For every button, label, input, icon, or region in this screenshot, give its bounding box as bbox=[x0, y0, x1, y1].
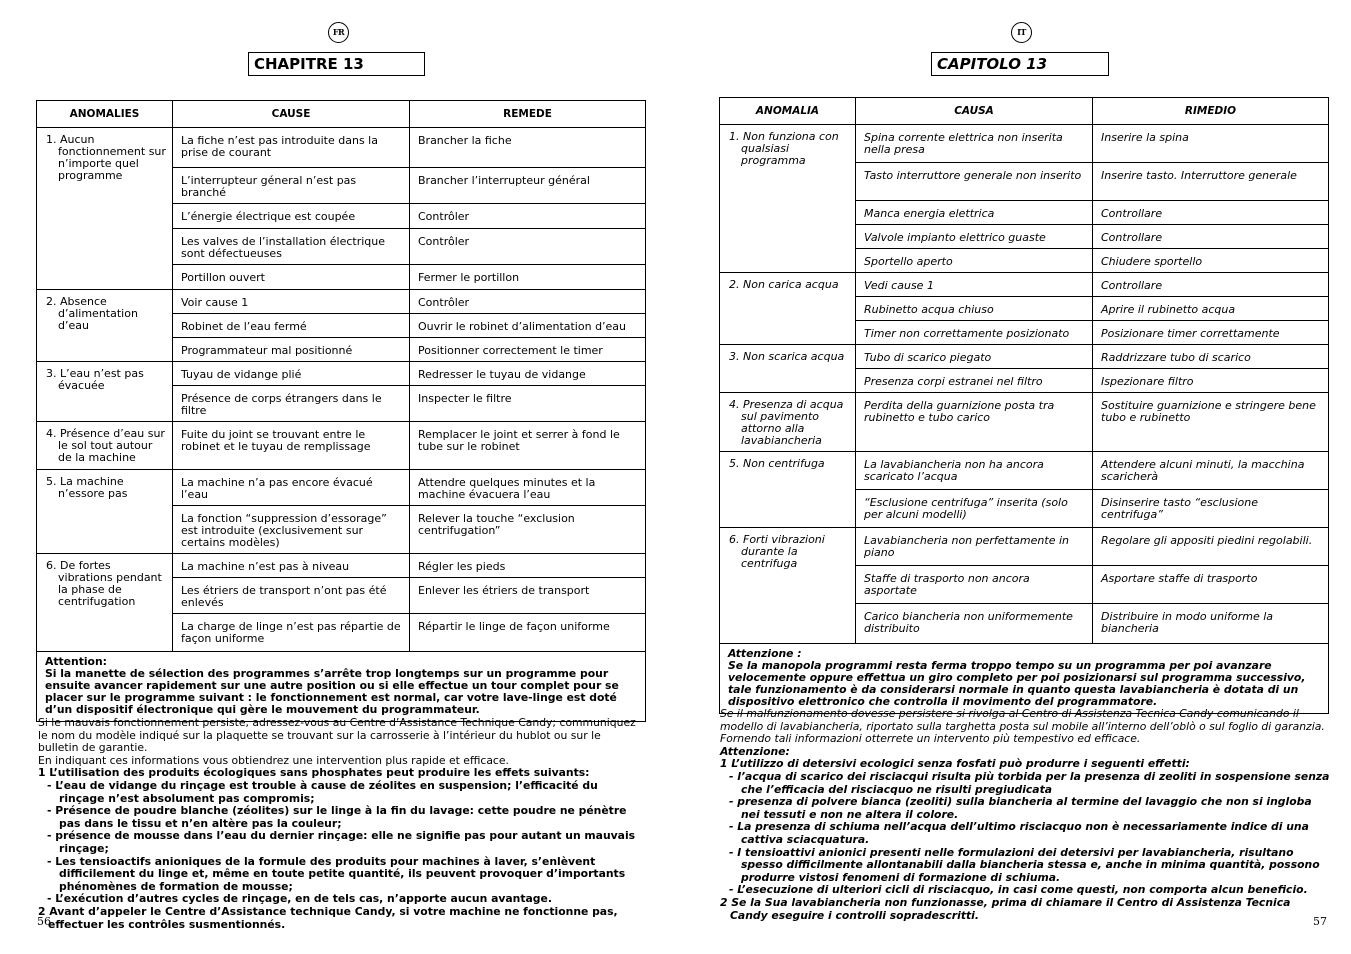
anomaly-cell: 4. Présence d’eau sur le sol tout autour de la machine bbox=[37, 422, 173, 470]
remedy-cell: Distribuire in modo uniforme la biancheria bbox=[1093, 604, 1329, 644]
cause-cell: Lavabiancheria non perfettamente in piano bbox=[856, 528, 1093, 566]
cause-cell: Les valves de l’installation électrique sont défectueuses bbox=[173, 229, 410, 265]
remedy-cell: Inspecter le filtre bbox=[410, 386, 646, 422]
table-header-row bbox=[37, 101, 646, 128]
remedy-cell: Aprire il rubinetto acqua bbox=[1093, 297, 1329, 321]
notes-paragraph: Si le mauvais fonctionnement persiste, adressez-vous au Centre d’Assistance Technique Candy; communiquez le nom du modèle indiqué sur la plaquette se trouvant sur la carrosserie à l’intérieur du hublot ou sur le bulletin de garantie. bbox=[38, 716, 636, 755]
anomaly-cell: 1. Non funziona con qualsiasi programma bbox=[720, 125, 856, 273]
remedy-cell: Relever la touche “exclusion centrifugation” bbox=[410, 506, 646, 554]
cause-cell: Programmateur mal positionné bbox=[173, 338, 410, 362]
notes-item-1: 1 L’utilizzo di detersivi ecologici senza fosfati può produrre i seguenti effetti: bbox=[720, 757, 1190, 771]
table-row bbox=[37, 422, 646, 470]
remedy-cell: Asportare staffe di trasporto bbox=[1093, 566, 1329, 604]
cause-cell: La fonction “suppression d’essorage” est introduite (exclusivement sur certains modèles) bbox=[173, 506, 410, 554]
page-number: 56 bbox=[37, 915, 51, 928]
remedy-cell: Brancher la fiche bbox=[410, 128, 646, 168]
cause-cell: La charge de linge n’est pas répartie de façon uniforme bbox=[173, 614, 410, 652]
anomaly-cell: 5. Non centrifuga bbox=[720, 452, 856, 528]
remedy-cell: Contrôler bbox=[410, 229, 646, 265]
cause-cell: La lavabiancheria non ha ancora scaricato l’acqua bbox=[856, 452, 1093, 490]
cause-cell: Spina corrente elettrica non inserita nella presa bbox=[856, 125, 1093, 163]
remedy-cell: Attendere alcuni minuti, la macchina scaricherà bbox=[1093, 452, 1329, 490]
table-row bbox=[37, 128, 646, 168]
notes-item-2: 2 Se la Sua lavabiancheria non funzionasse, prima di chiamare il Centro di Assistenza Tecnica Candy eseguire i controlli sopradescritti. bbox=[720, 895, 1291, 922]
cause-cell: Robinet de l’eau fermé bbox=[173, 314, 410, 338]
cause-cell: La fiche n’est pas introduite dans la prise de courant bbox=[173, 128, 410, 168]
notes-section bbox=[38, 717, 638, 931]
troubleshooting-table bbox=[36, 100, 646, 722]
notes-attention-title: Attenzione: bbox=[720, 744, 790, 758]
cause-cell: Portillon ouvert bbox=[173, 265, 410, 290]
cause-cell: Carico biancheria non uniformemente distribuito bbox=[856, 604, 1093, 644]
notes-bullet: - presenza di polvere bianca (zeoliti) sulla biancheria al termine del lavaggio che non si ingloba nei tessuti e non ne altera il colore. bbox=[729, 795, 1312, 821]
notes-paragraph: Se il malfunzionamento dovesse persistere si rivolga al Centro di Assistenza Tecnica Candy comunicando il modello di lavabiancheria, riportato sulla targhetta posta sul mobile all’interno dell’oblò o sul foglio di garanzia. Fornendo tali informazioni otterrete un intervento più tempestivo ed efficace. bbox=[720, 707, 1325, 746]
cause-cell: Tuyau de vidange plié bbox=[173, 362, 410, 386]
table-row bbox=[720, 273, 1329, 297]
anomaly-cell: 3. Non scarica acqua bbox=[720, 345, 856, 393]
cause-cell: Perdita della guarnizione posta tra rubinetto e tubo carico bbox=[856, 393, 1093, 452]
cause-cell: La machine n’est pas à niveau bbox=[173, 554, 410, 578]
remedy-cell: Disinserire tasto “esclusione centrifuga” bbox=[1093, 490, 1329, 528]
header-remedy: RIMEDIO bbox=[1093, 98, 1329, 125]
anomaly-cell: 6. De fortes vibrations pendant la phase de centrifugation bbox=[37, 554, 173, 652]
cause-cell: Présence de corps étrangers dans le filtre bbox=[173, 386, 410, 422]
cause-cell: Les étriers de transport n’ont pas été enlevés bbox=[173, 578, 410, 614]
cause-cell: Staffe di trasporto non ancora asportate bbox=[856, 566, 1093, 604]
table-row bbox=[720, 125, 1329, 163]
table-header-row bbox=[720, 98, 1329, 125]
table-row bbox=[720, 393, 1329, 452]
notes-bullet: - L’exécution d’autres cycles de rinçage, en de tels cas, n’apporte aucun avantage. bbox=[47, 892, 552, 906]
anomaly-cell: 4. Presenza di acqua sul pavimento attorno alla lavabiancheria bbox=[720, 393, 856, 452]
remedy-cell: Inserire tasto. Interruttore generale bbox=[1093, 163, 1329, 201]
anomaly-cell: 6. Forti vibrazioni durante la centrifuga bbox=[720, 528, 856, 644]
remedy-cell: Ouvrir le robinet d’alimentation d’eau bbox=[410, 314, 646, 338]
attention-row bbox=[720, 644, 1329, 714]
cause-cell: Timer non correttamente posizionato bbox=[856, 321, 1093, 345]
table-row bbox=[37, 362, 646, 386]
attention-cell bbox=[37, 652, 646, 722]
cause-cell: Voir cause 1 bbox=[173, 290, 410, 314]
anomaly-cell: 2. Non carica acqua bbox=[720, 273, 856, 345]
remedy-cell: Remplacer le joint et serrer à fond le tube sur le robinet bbox=[410, 422, 646, 470]
notes-bullet: - L’esecuzione di ulteriori cicli di risciacquo, in casi come questi, non comporta alcun beneficio. bbox=[729, 883, 1308, 897]
remedy-cell: Regolare gli appositi piedini regolabili. bbox=[1093, 528, 1329, 566]
notes-item-2: 2 Avant d’appeler le Centre d’Assistance technique Candy, si votre machine ne fonctionne pas, effectuer les contrôles susmentionnés. bbox=[38, 904, 618, 931]
attention-title: Attention: bbox=[45, 655, 107, 668]
chapter-title: CHAPITRE 13 bbox=[248, 52, 425, 76]
attention-title: Attenzione : bbox=[728, 647, 802, 660]
notes-bullet: - présence de mousse dans l’eau du dernier rinçage: elle ne signifie pas pour autant un mauvais rinçage; bbox=[47, 829, 636, 855]
table-row bbox=[37, 290, 646, 314]
fr-language-badge: FR bbox=[328, 22, 349, 43]
remedy-cell: Redresser le tuyau de vidange bbox=[410, 362, 646, 386]
notes-bullet: - Les tensioactifs anioniques de la formule des produits pour machines à laver, s’enlèvent difficilement du linge et, même en toute petite quantité, ils peuvent provoquer d’importants phénomènes de formation de mousse; bbox=[47, 854, 626, 893]
remedy-cell: Chiudere sportello bbox=[1093, 249, 1329, 273]
header-cause: CAUSA bbox=[856, 98, 1093, 125]
header-remedy: REMEDE bbox=[410, 101, 646, 128]
anomaly-cell: 5. La machine n’essore pas bbox=[37, 470, 173, 554]
notes-bullet: - Présence de poudre blanche (zéolites) sur le linge à la fin du lavage: cette poudre ne pénètre pas dans le tissu et n’en altère pas la couleur; bbox=[47, 804, 627, 830]
anomaly-cell: 1. Aucun fonctionnement sur n’importe quel programme bbox=[37, 128, 173, 290]
cause-cell: La machine n’a pas encore évacué l’eau bbox=[173, 470, 410, 506]
remedy-cell: Sostituire guarnizione e stringere bene tubo e rubinetto bbox=[1093, 393, 1329, 452]
page-italian bbox=[676, 0, 1351, 954]
header-cause: CAUSE bbox=[173, 101, 410, 128]
remedy-cell: Raddrizzare tubo di scarico bbox=[1093, 345, 1329, 369]
anomaly-cell: 2. Absence d’alimentation d’eau bbox=[37, 290, 173, 362]
remedy-cell: Contrôler bbox=[410, 290, 646, 314]
table-row bbox=[720, 345, 1329, 369]
cause-cell: Manca energia elettrica bbox=[856, 201, 1093, 225]
remedy-cell: Contrôler bbox=[410, 204, 646, 229]
notes-item-1: 1 L’utilisation des produits écologiques sans phosphates peut produire les effets suivants: bbox=[38, 766, 590, 780]
notes-bullet: - I tensioattivi anionici presenti nelle formulazioni dei detersivi per lavabiancheria, risultano spesso difficilmente allontanabili dalla biancheria stessa e, anche in minima quantità, possono produrre vistosi fenomeni di formazione di schiuma. bbox=[729, 845, 1320, 884]
remedy-cell: Enlever les étriers de transport bbox=[410, 578, 646, 614]
anomaly-cell: 3. L’eau n’est pas évacuée bbox=[37, 362, 173, 422]
cause-cell: L’interrupteur géneral n’est pas branché bbox=[173, 168, 410, 204]
remedy-cell: Inserire la spina bbox=[1093, 125, 1329, 163]
chapter-title: CAPITOLO 13 bbox=[931, 52, 1109, 76]
table-row bbox=[37, 554, 646, 578]
cause-cell: Rubinetto acqua chiuso bbox=[856, 297, 1093, 321]
remedy-cell: Régler les pieds bbox=[410, 554, 646, 578]
remedy-cell: Ispezionare filtro bbox=[1093, 369, 1329, 393]
it-language-badge: IT bbox=[1011, 22, 1032, 43]
header-anomaly: ANOMALIA bbox=[720, 98, 856, 125]
troubleshooting-table bbox=[719, 97, 1329, 714]
cause-cell: Tasto interruttore generale non inserito bbox=[856, 163, 1093, 201]
remedy-cell: Fermer le portillon bbox=[410, 265, 646, 290]
table-row bbox=[720, 452, 1329, 490]
remedy-cell: Posizionare timer correttamente bbox=[1093, 321, 1329, 345]
remedy-cell: Controllare bbox=[1093, 273, 1329, 297]
notes-bullet: - La presenza di schiuma nell’acqua dell’ultimo risciacquo non è necessariamente indice di una cattiva sciacquatura. bbox=[729, 820, 1309, 846]
header-anomalies: ANOMALIES bbox=[37, 101, 173, 128]
remedy-cell: Controllare bbox=[1093, 201, 1329, 225]
remedy-cell: Positionner correctement le timer bbox=[410, 338, 646, 362]
notes-bullet: - l’acqua di scarico dei risciacqui risulta più torbida per la presenza di zeoliti in sospensione senza che l’efficacia del risciacquo ne risulti pregiudicata bbox=[729, 769, 1330, 796]
cause-cell: “Esclusione centrifuga” inserita (solo per alcuni modelli) bbox=[856, 490, 1093, 528]
cause-cell: Vedi cause 1 bbox=[856, 273, 1093, 297]
page-number: 57 bbox=[1313, 915, 1327, 928]
cause-cell: Sportello aperto bbox=[856, 249, 1093, 273]
attention-text: Se la manopola programmi resta ferma troppo tempo su un programma per poi avanzare velocemente oppure effettua un giro completo per poi posizionarsi sul programma successivo, tale funzionamento è da considerarsi normale in quanto questa lavabiancheria è dotata di un dispositivo elettronico che controlla il movimento del programmatore. bbox=[728, 659, 1306, 708]
cause-cell: L’énergie électrique est coupée bbox=[173, 204, 410, 229]
notes-paragraph: En indiquant ces informations vous obtiendrez une intervention plus rapide et efficace. bbox=[38, 753, 509, 767]
table-row bbox=[720, 528, 1329, 566]
notes-bullet: - L’eau de vidange du rinçage est trouble à cause de zéolites en suspension; l’efficacité du rinçage n’est absolument pas compromis; bbox=[47, 778, 598, 805]
attention-row bbox=[37, 652, 646, 722]
cause-cell: Presenza corpi estranei nel filtro bbox=[856, 369, 1093, 393]
cause-cell: Fuite du joint se trouvant entre le robinet et le tuyau de remplissage bbox=[173, 422, 410, 470]
attention-text: Si la manette de sélection des programmes s’arrête trop longtemps sur un programme pour ensuite avancer rapidement sur une autre position ou si elle effectue un tour complet pour se placer sur le programme suivant : le fonctionnement est normal, car votre lave-linge est doté d’un dispositif électronique qui gère le mouvement du programmateur. bbox=[45, 667, 619, 716]
attention-cell bbox=[720, 644, 1329, 714]
remedy-cell: Attendre quelques minutes et la machine évacuera l’eau bbox=[410, 470, 646, 506]
cause-cell: Valvole impianto elettrico guaste bbox=[856, 225, 1093, 249]
notes-section bbox=[720, 708, 1330, 922]
remedy-cell: Répartir le linge de façon uniforme bbox=[410, 614, 646, 652]
remedy-cell: Controllare bbox=[1093, 225, 1329, 249]
cause-cell: Tubo di scarico piegato bbox=[856, 345, 1093, 369]
table-row bbox=[37, 470, 646, 506]
remedy-cell: Brancher l’interrupteur général bbox=[410, 168, 646, 204]
